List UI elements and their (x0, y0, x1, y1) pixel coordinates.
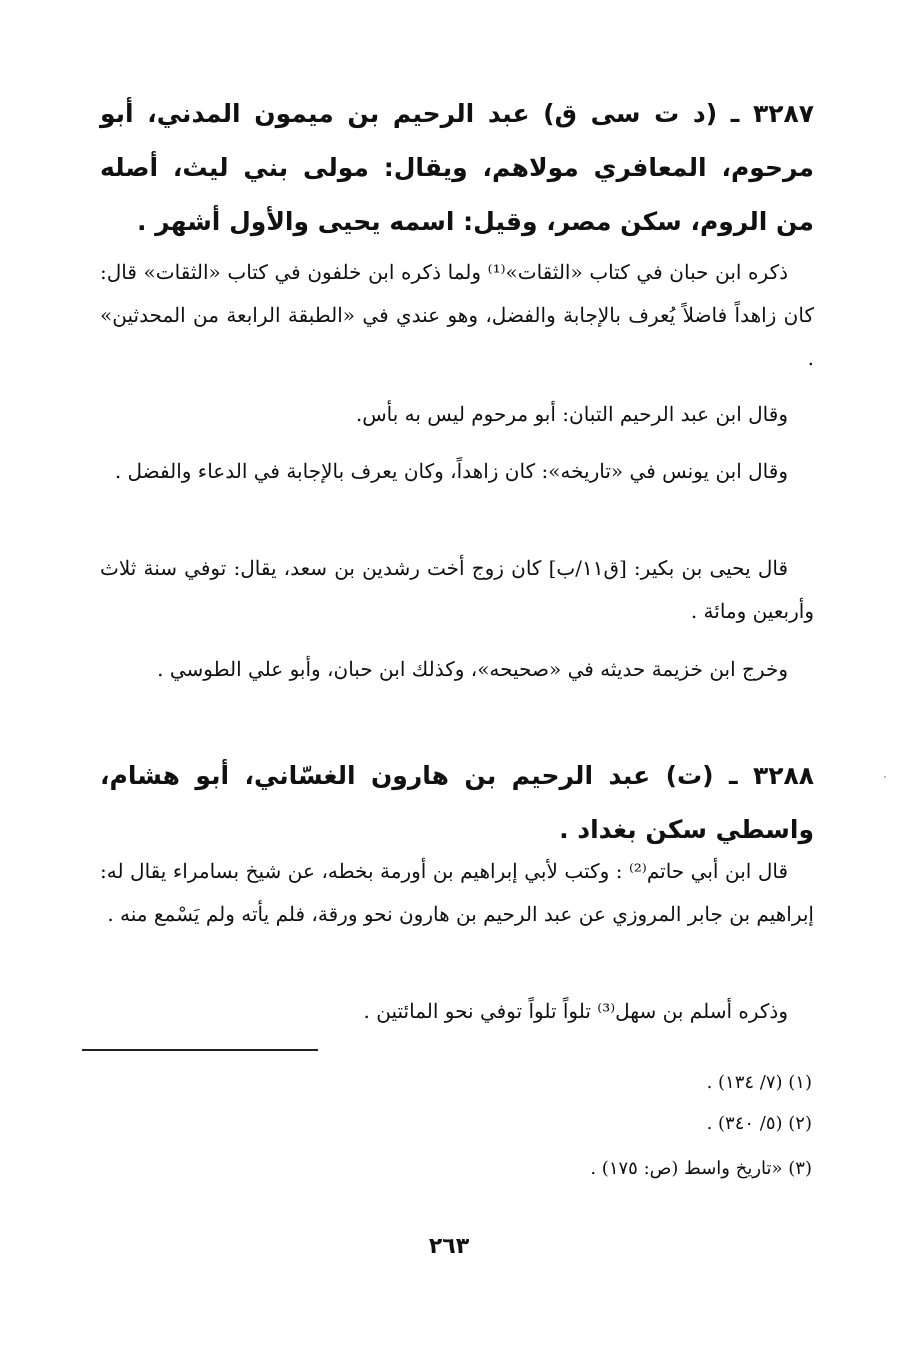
paragraph: قال ابن أبي حاتم⁽²⁾ : وكتب لأبي إبراهيم بن أورمة بخطه، عن شيخ بسامراء يقال له: إبراهيم بن جابر المروزي عن عبد الرحيم بن هارون نحو ورقة، فلم يأته ولم يَسْمع منه . (100, 859, 814, 926)
paragraph: وذكره أسلم بن سهل⁽³⁾ تلواً تلواً توفي نحو المائتين . (363, 999, 788, 1023)
entry-heading-3287: ٣٢٨٧ ـ (د ت سى ق) عبد الرحيم بن ميمون المدني، أبو مرحوم، المعافري مولاهم، ويقال: مولى بني ليث، أصله من الروم، سكن مصر، وقيل: اسمه يحيى والأول أشهر . (100, 99, 814, 236)
footnote-1: (١) (٧/ ١٣٤) . (706, 1072, 812, 1093)
scan-speck (884, 776, 886, 778)
footnote-2: (٢) (٥/ ٣٤٠) . (706, 1113, 812, 1134)
paragraph: وقال ابن يونس في «تاريخه»: كان زاهداً، وكان يعرف بالإجابة في الدعاء والفضل . (114, 459, 788, 483)
paragraph: وخرج ابن خزيمة حديثه في «صحيحه»، وكذلك ابن حبان، وأبو علي الطوسي . (157, 657, 788, 681)
footnote-divider (82, 1049, 318, 1051)
entry-heading-3288: ٣٢٨٨ ـ (ت) عبد الرحيم بن هارون الغسّاني، أبو هشام، واسطي سكن بغداد . (100, 761, 814, 844)
paragraph: قال يحيى بن بكير: [ق١١/ب] كان زوج أخت رشدين بن سعد، يقال: توفي سنة ثلاث وأربعين ومائة . (100, 556, 814, 623)
paragraph: ذكره ابن حبان في كتاب «الثقات»⁽¹⁾ ولما ذكره ابن خلفون في كتاب «الثقات» قال: كان زاهداً فاضلاً يُعرف بالإجابة والفضل، وهو عندي في «الطبقة الرابعة من المحدثين» . (100, 260, 814, 370)
footnote-3: (٣) «تاريخ واسط (ص: ١٧٥) . (590, 1158, 812, 1179)
page-number: ٢٦٣ (428, 1234, 470, 1259)
paragraph: وقال ابن عبد الرحيم التبان: أبو مرحوم ليس به بأس. (355, 402, 788, 426)
